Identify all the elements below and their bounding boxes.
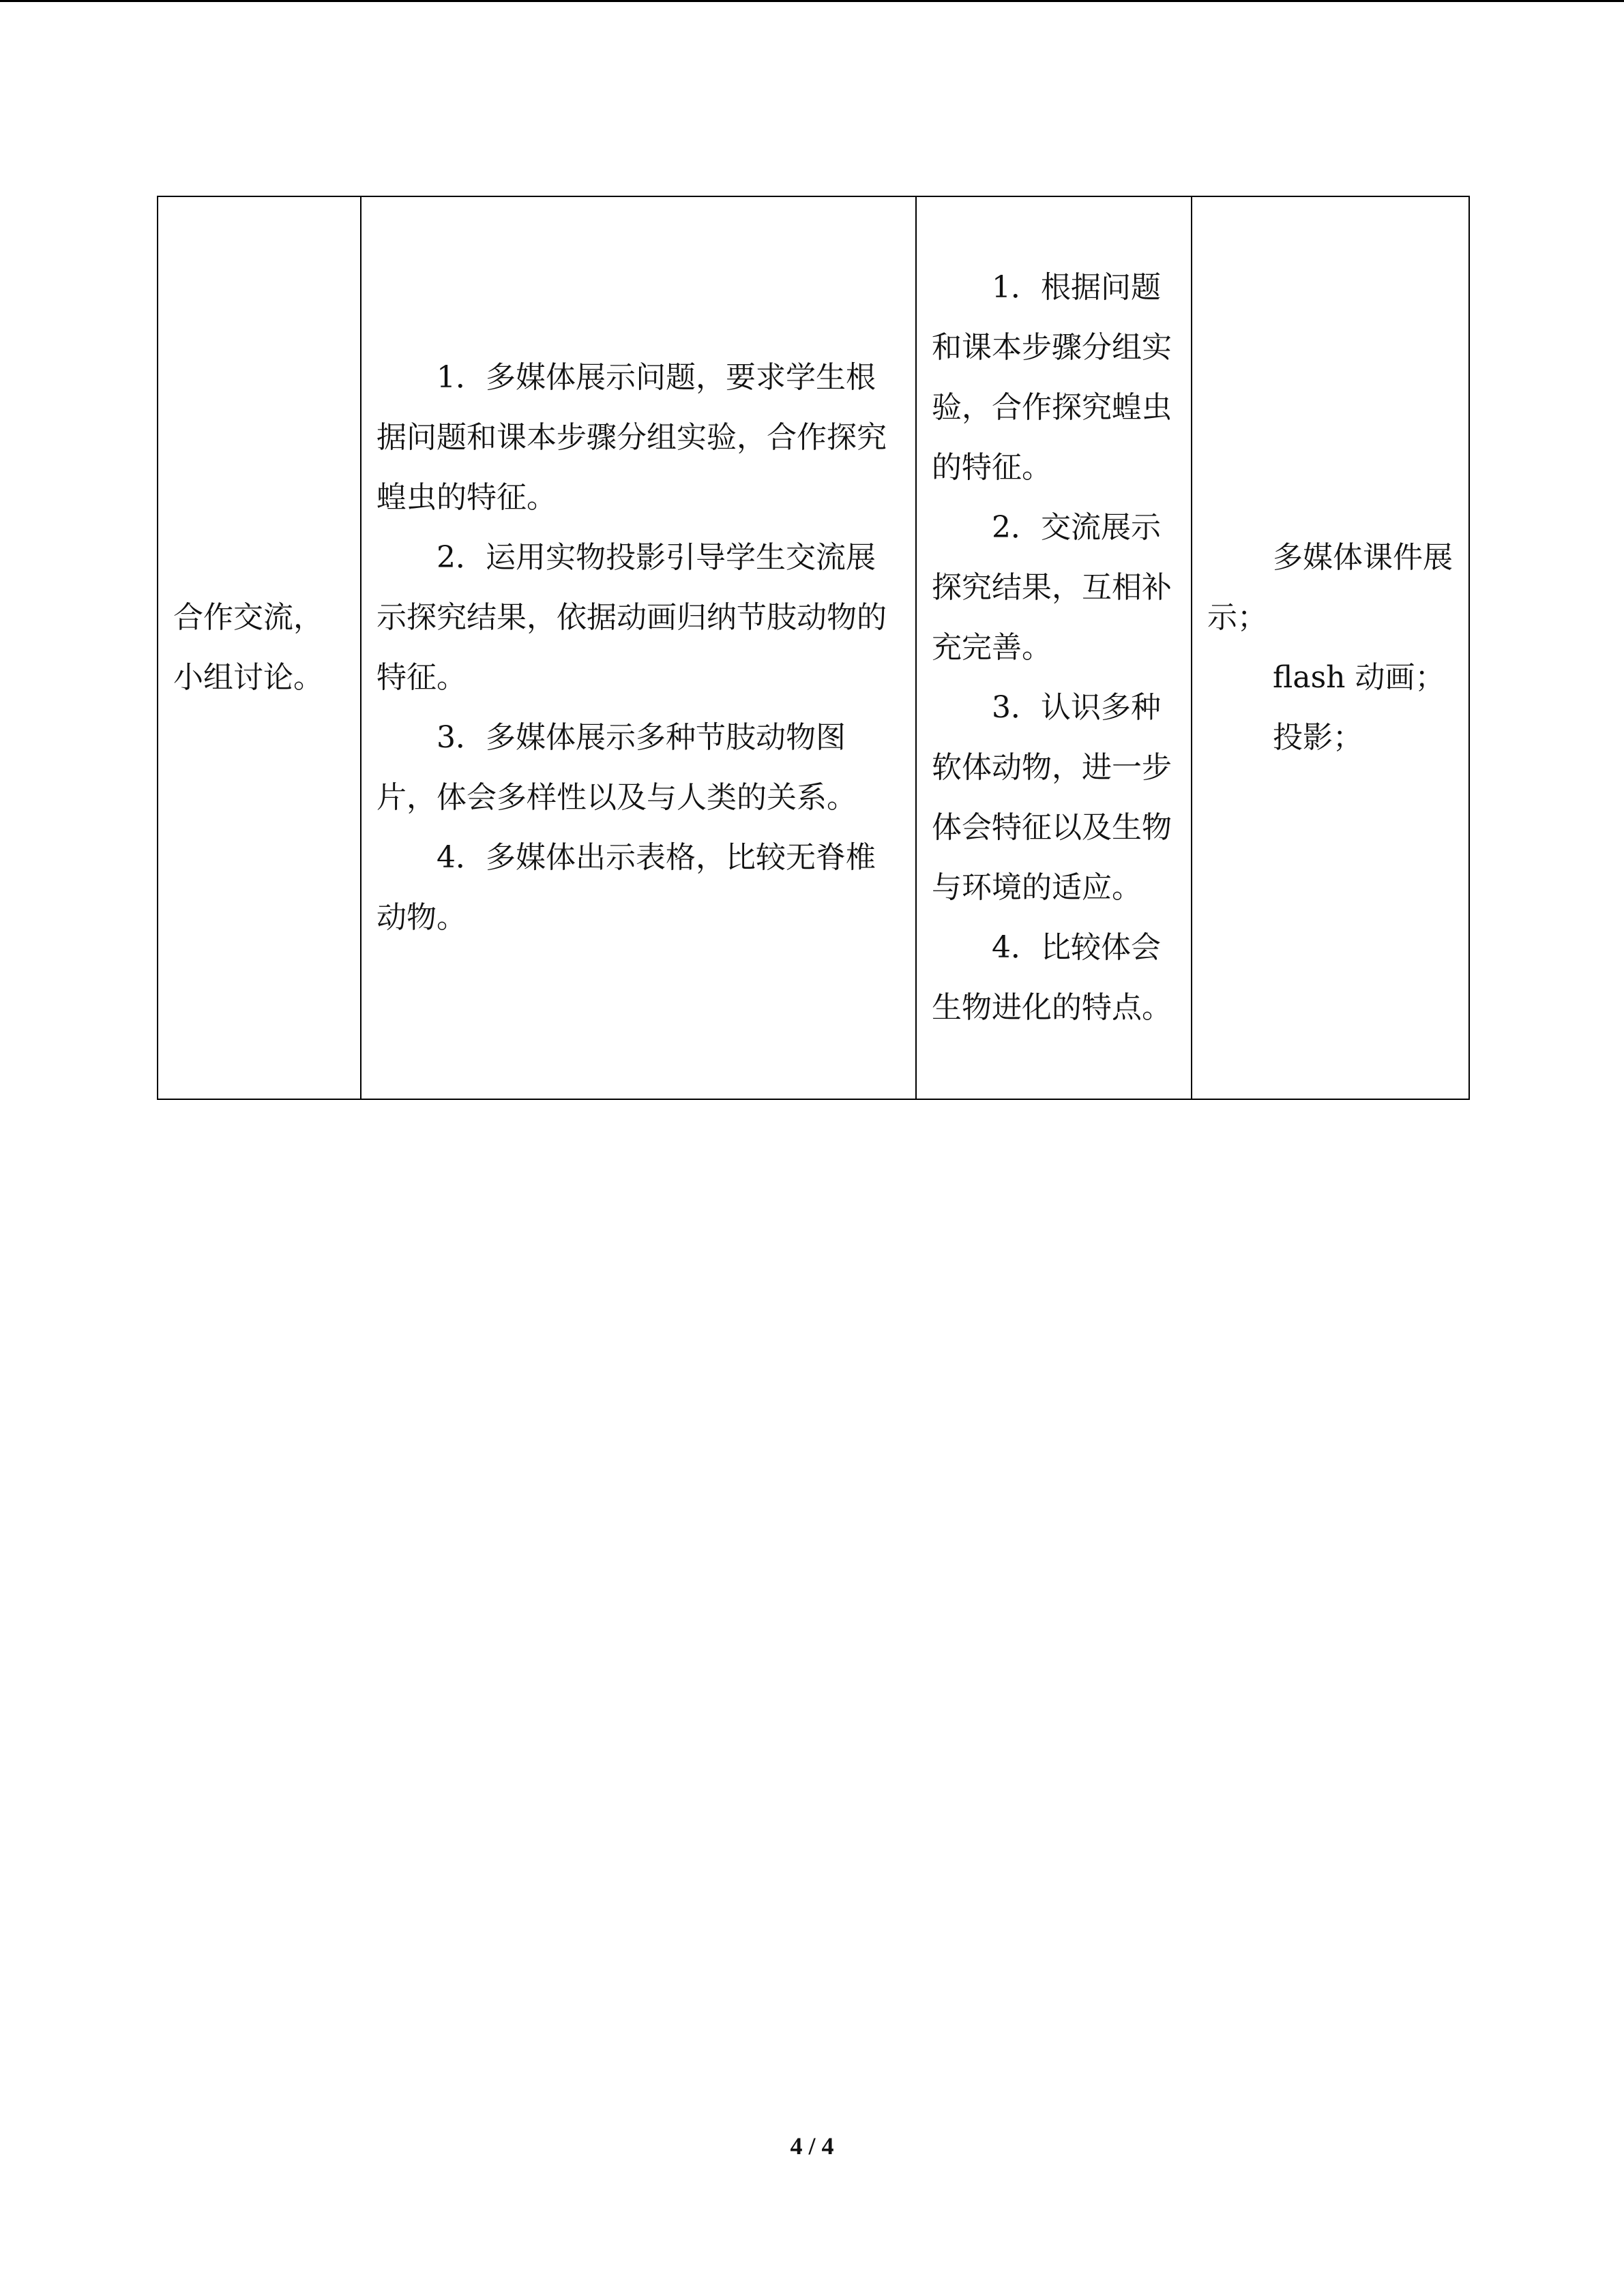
page-top-border [0, 0, 1624, 2]
teacher-activity-cell [361, 196, 916, 1099]
stage-line: 合作交流， [173, 600, 323, 635]
teacher-activity-item: 4．多媒体出示表格，比较无脊椎动物。 [377, 840, 876, 935]
teacher-activity-item: 3．多媒体展示多种节肢动物图片，体会多样性以及与人类的关系。 [377, 720, 857, 815]
media-line: 多媒体课件展示； [1207, 540, 1453, 635]
student-activity-item: 4．比较体会生物进化的特点。 [932, 930, 1172, 1025]
stage-line: 小组讨论。 [173, 660, 323, 695]
teacher-activity-item: 1．多媒体展示问题，要求学生根据问题和课本步骤分组实验，合作探究蝗虫的特征。 [377, 360, 887, 515]
student-activity-item: 2．交流展示探究结果，互相补充完善。 [932, 510, 1172, 665]
media-line: flash 动画； [1273, 660, 1445, 695]
table-row [158, 196, 1469, 1099]
page-number: 4 / 4 [790, 2132, 834, 2160]
stage-cell [158, 196, 361, 1099]
lesson-plan-table [157, 196, 1470, 1100]
stage-text [173, 588, 345, 708]
teacher-activity-item: 2．运用实物投影引导学生交流展示探究结果，依据动画归纳节肢动物的特征。 [377, 540, 887, 695]
student-activity-item: 1．根据问题和课本步骤分组实验，合作探究蝗虫的特征。 [932, 270, 1172, 485]
media-cell [1192, 196, 1469, 1099]
media-line: 投影； [1273, 720, 1363, 755]
student-activity-item: 3．认识多种软体动物，进一步体会特征以及生物与环境的适应。 [932, 690, 1172, 905]
student-activity-cell [916, 196, 1192, 1099]
media-text [1207, 528, 1453, 768]
